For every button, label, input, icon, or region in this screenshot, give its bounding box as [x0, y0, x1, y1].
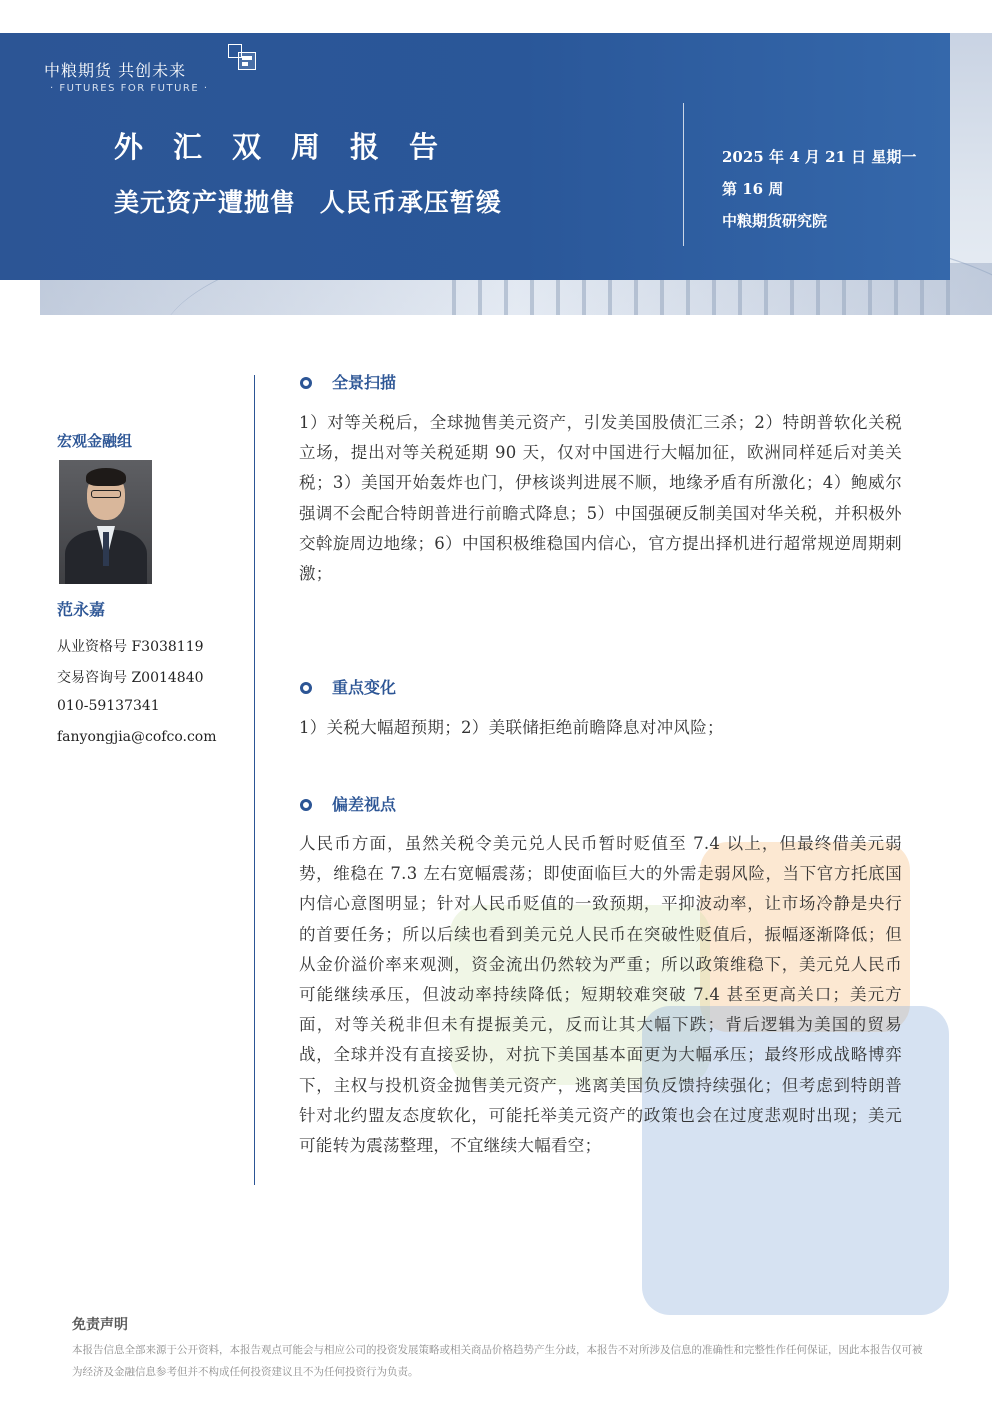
- section-body-deviation-view: 人民币方面，虽然关税令美元兑人民币暂时贬值至 7.4 以上，但最终借美元弱势，维稳在 7.3 左右宽幅震荡；即使面临巨大的外需走弱风险，当下官方托底国内信心意图明显；针对人民币贬值的一致预期，平抑波动率，让市场冷静是央行的首要任务；所以后续也看到美元兑人民币在突破性贬值后，振幅逐渐降低；但从金价溢价率来观测，资金流出仍然较为严重；所以政策维稳下，美元兑人民币可能继续承压，但波动率持续降低；短期较难突破 7.4 甚至更高关口；美元方面，对等关税非但未有提振美元，反而让其大幅下跌；背后逻辑为美国的贸易战，全球并没有直接妥协，对抗下美国基本面更为大幅承压；最终形成战略博弈下，主权与投机资金抛售美元资产，逃离美国负反馈持续强化；但考虑到特朗普针对北约盟友态度软化，可能托举美元资产的政策也会在过度悲观时出现；美元可能转为震荡整理，不宜继续大幅看空；: [299, 834, 902, 1156]
- logo-subtitle: · FUTURES FOR FUTURE ·: [50, 83, 209, 94]
- logo-icon: [228, 44, 258, 74]
- bullet-circle-icon: [300, 377, 312, 389]
- section-heading-overview: 全景扫描: [300, 370, 396, 393]
- section-body-overview: 1）对等关税后，全球抛售美元资产，引发美国股债汇三杀；2）特朗普软化关税立场，提出对等关税延期 90 天，仅对中国进行大幅加征，欧洲同样延后对美关税；3）美国开始轰炸也门，伊核谈判进展不顺，地缘矛盾有所激化；4）鲍威尔强调不会配合特朗普进行前瞻式降息；5）中国强硬反制美国对华关税，并积极外交斡旋周边地缘；6）中国积极维稳国内信心，官方提出择机进行超常规逆周期刺激；: [299, 413, 902, 584]
- report-date: 2025 年 4 月 21 日 星期一: [722, 148, 917, 166]
- header-divider: [683, 103, 684, 246]
- bullet-circle-icon: [300, 682, 312, 694]
- report-institute: 中粮期货研究院: [722, 212, 828, 230]
- section-heading-key-changes: 重点变化: [300, 675, 396, 698]
- analyst-name: 范永嘉: [57, 600, 106, 619]
- department-label: 宏观金融组: [57, 432, 133, 450]
- disclaimer-title: 免责声明: [72, 1317, 128, 1333]
- analyst-email[interactable]: fanyongjia@cofco.com: [57, 729, 217, 745]
- section-body-key-changes: 1）关税大幅超预期；2）美联储拒绝前瞻降息对冲风险；: [299, 718, 724, 737]
- bullet-circle-icon: [300, 799, 312, 811]
- disclaimer-text: 本报告信息全部来源于公开资料，本报告观点可能会与相应公司的投资发展策略或相关商品价格趋势产生分歧，本报告不对所涉及信息的准确性和完整性作任何保证，因此本报告仅可被为经济及金融信息参考但并不构成任何投资建议且不为任何投资行为负责。: [72, 1344, 923, 1378]
- report-type: 外汇双周报告: [114, 130, 469, 164]
- report-issue: 第 16 周: [722, 180, 784, 198]
- analyst-photo: [59, 460, 152, 584]
- report-title: 美元资产遭抛售 人民币承压暂缓: [114, 188, 502, 217]
- logo-text: 中粮期货 共创未来: [44, 61, 187, 80]
- sidebar-divider: [254, 375, 255, 1185]
- analyst-phone: 010-59137341: [57, 698, 160, 714]
- qualification-number: 从业资格号 F3038119: [57, 639, 204, 655]
- consulting-number: 交易咨询号 Z0014840: [57, 670, 204, 686]
- section-heading-deviation-view: 偏差视点: [300, 792, 396, 815]
